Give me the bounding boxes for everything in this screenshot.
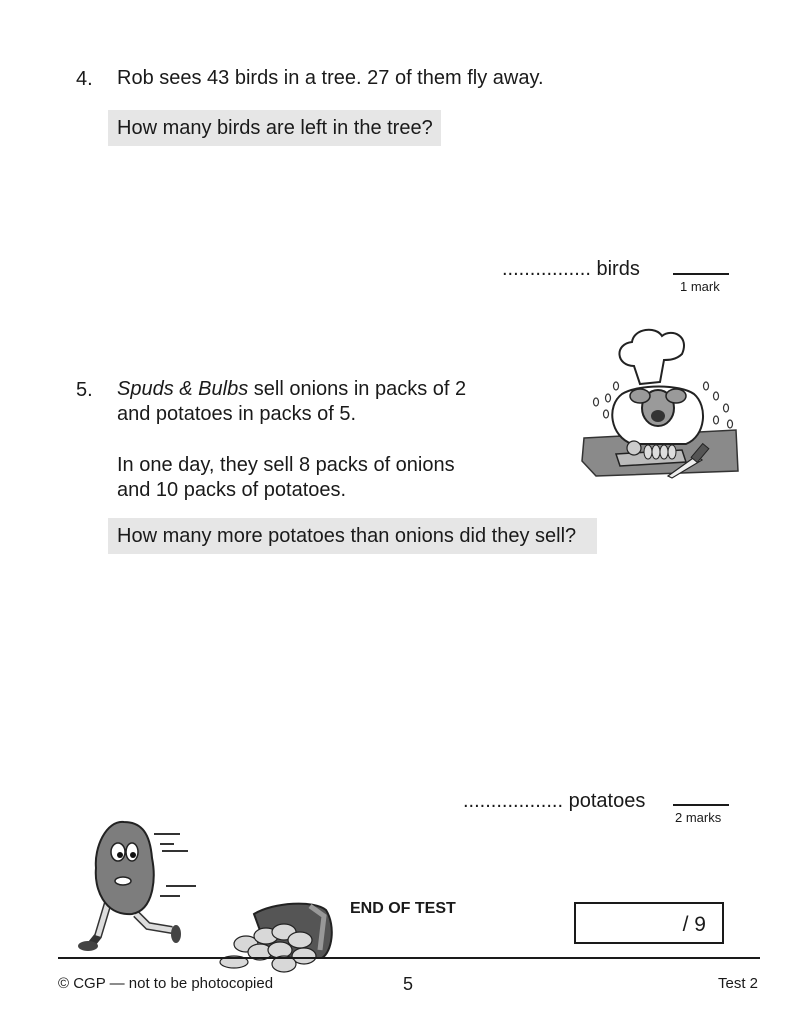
question-4-prompt: How many birds are left in the tree? <box>108 110 441 146</box>
ground-line <box>58 957 760 959</box>
question-5-line-3: In one day, they sell 8 packs of onions <box>117 454 455 476</box>
question-4-number: 4. <box>76 68 93 90</box>
page-number: 5 <box>403 974 414 994</box>
answer-unit: birds <box>596 258 640 280</box>
chef-illustration <box>576 326 746 486</box>
question-5-number: 5. <box>76 379 93 401</box>
question-5-text <box>117 377 466 503</box>
score-box[interactable]: / 9 <box>574 902 724 944</box>
answer-unit: potatoes <box>568 790 646 812</box>
question-4-answer[interactable] <box>502 258 640 281</box>
crying-chef-icon <box>576 326 746 486</box>
question-5-line-2: and potatoes in packs of 5. <box>117 403 357 425</box>
answer-dots: ................ <box>502 258 591 280</box>
copyright-notice: © CGP — not to be photocopied <box>58 975 274 992</box>
question-5-marks: 2 marks <box>675 810 722 825</box>
line-1-rest: sell onions in packs of 2 <box>248 378 467 400</box>
running-potato-icon <box>76 818 216 958</box>
mark-line <box>673 804 729 806</box>
answer-dots: .................. <box>463 790 564 812</box>
running-potato-illustration <box>76 818 216 958</box>
mark-line <box>673 273 729 275</box>
potato-bag-icon <box>214 896 338 976</box>
shop-name: Spuds & Bulbs <box>117 378 249 400</box>
end-of-test-label: END OF TEST <box>350 900 456 917</box>
question-5-answer[interactable] <box>463 790 645 813</box>
question-4-marks: 1 mark <box>680 279 720 294</box>
potato-bag-illustration <box>214 896 338 976</box>
question-5-prompt: How many more potatoes than onions did they sell? <box>108 518 597 554</box>
test-label: Test 2 <box>718 975 759 992</box>
question-5-line-1 <box>117 377 466 402</box>
question-4-text: Rob sees 43 birds in a tree. 27 of them fly away. <box>117 67 544 89</box>
question-5-line-4: and 10 packs of potatoes. <box>117 479 347 501</box>
